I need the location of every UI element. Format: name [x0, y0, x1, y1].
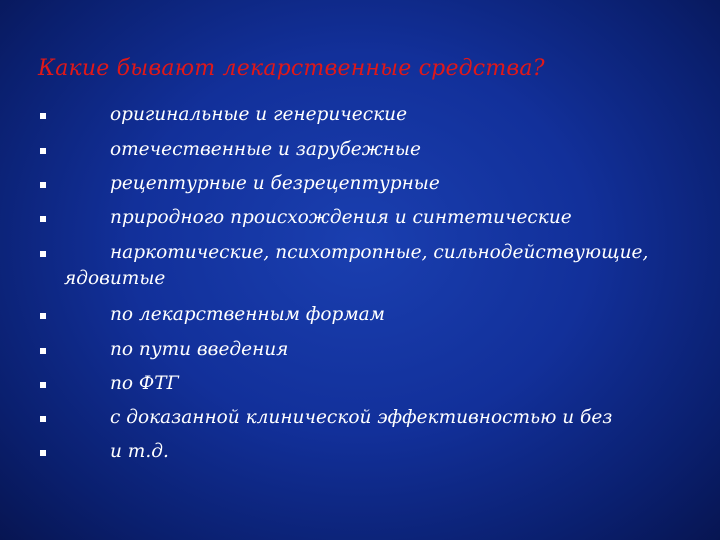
list-item-text: оригинальные и генерические — [110, 104, 408, 125]
list-item-continuation: ядовитые — [64, 268, 166, 289]
list-item-text: и т.д. — [110, 441, 169, 462]
bullet-square-icon — [40, 416, 46, 422]
bullet-square-icon — [40, 216, 46, 222]
bullet-square-icon — [40, 348, 46, 354]
list-item-text: по ФТГ — [110, 373, 179, 394]
bullet-square-icon — [40, 382, 46, 388]
list-item-text: наркотические, психотропные, сильнодействующие, — [110, 242, 649, 263]
list-item-text: по пути введения — [110, 339, 289, 360]
bullet-square-icon — [40, 182, 46, 188]
bullet-square-icon — [40, 148, 46, 154]
bullet-square-icon — [40, 450, 46, 456]
list-item-text: отечественные и зарубежные — [110, 139, 421, 160]
list-item-text: с доказанной клинической эффективностью и без — [110, 407, 613, 428]
bullet-square-icon — [40, 251, 46, 257]
list-item-text: природного происхождения и синтетические — [110, 207, 572, 228]
list-item-text: по лекарственным формам — [110, 304, 386, 325]
bullet-square-icon — [40, 113, 46, 119]
list-item-text: рецептурные и безрецептурные — [110, 173, 440, 194]
slide-title: Какие бывают лекарственные средства? — [38, 56, 545, 81]
bullet-square-icon — [40, 313, 46, 319]
